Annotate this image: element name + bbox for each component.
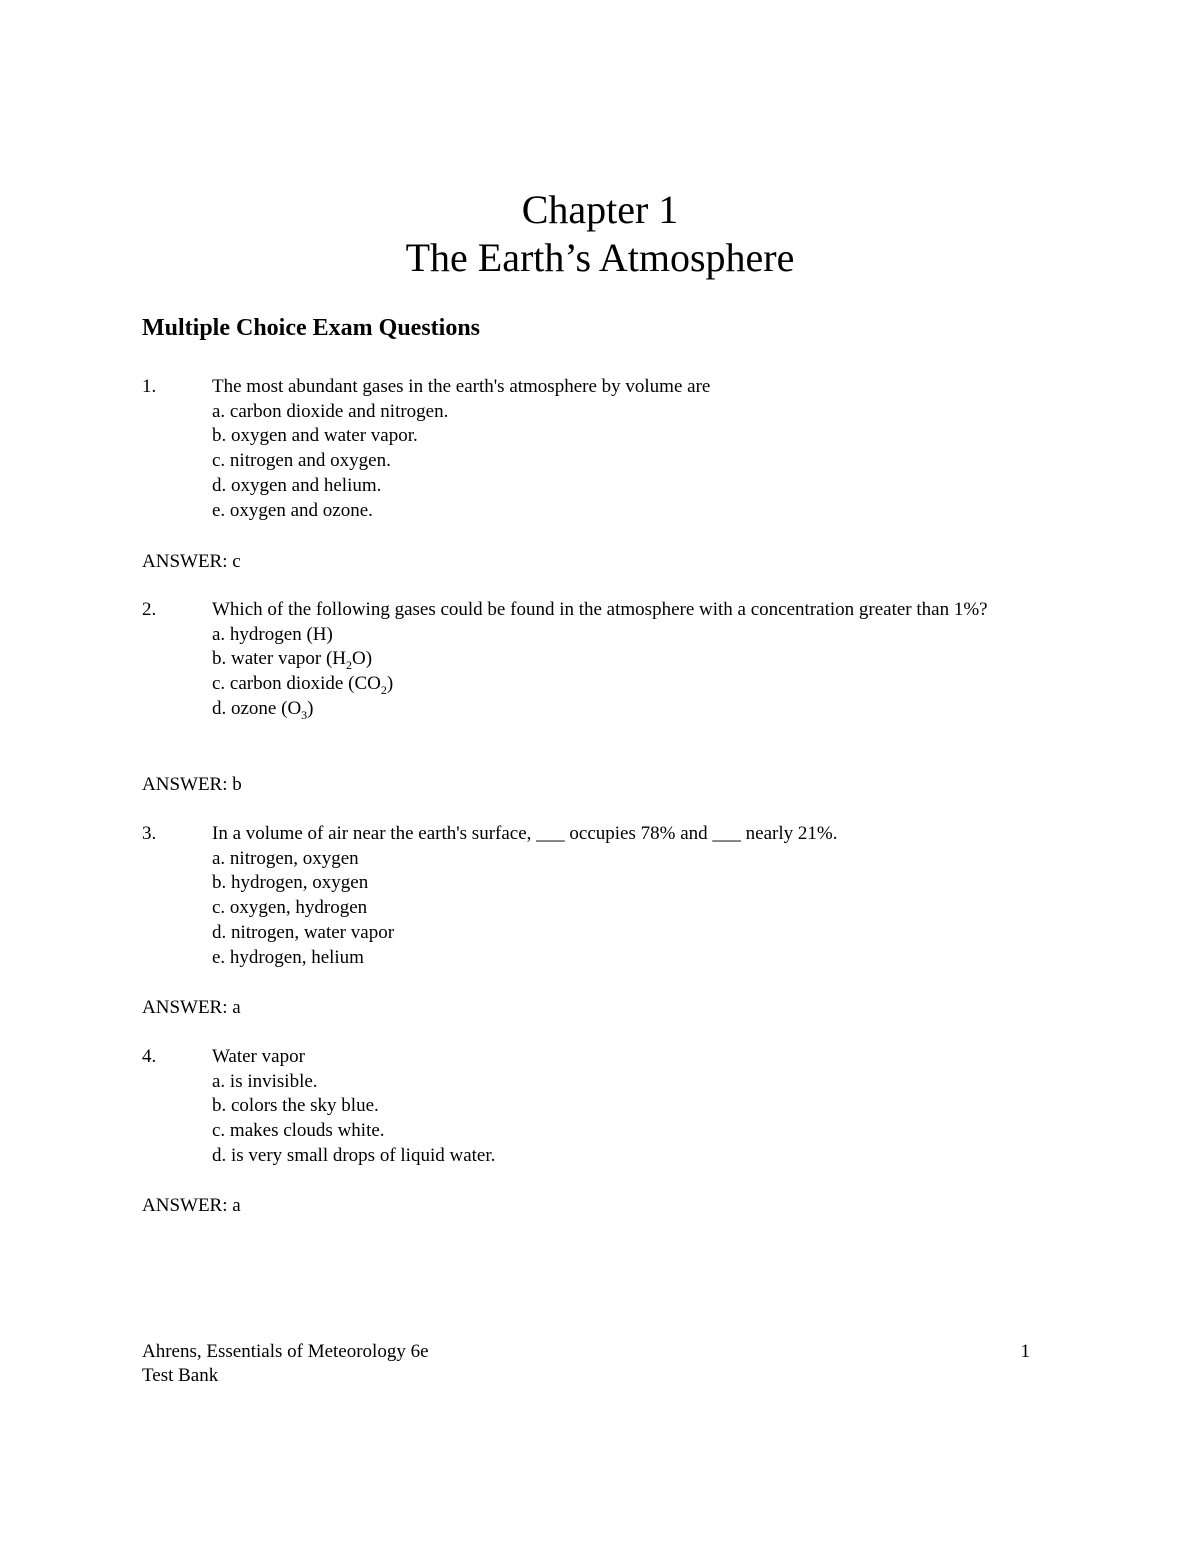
- chapter-title: [0, 186, 1200, 282]
- option-e: e. oxygen and ozone.: [212, 499, 373, 521]
- question-number: 4.: [142, 1046, 157, 1067]
- question-text: Which of the following gases could be found in the atmosphere with a concentration greater than 1%?: [212, 599, 988, 620]
- question-text: In a volume of air near the earth's surface, ___ occupies 78% and ___ nearly 21%.: [212, 823, 838, 844]
- footer-book-title: Ahrens, Essentials of Meteorology 6e: [142, 1341, 429, 1362]
- option-d: [212, 697, 1062, 722]
- question-number: 1.: [142, 376, 157, 397]
- option-a: a. hydrogen (H): [212, 623, 333, 645]
- page-number: 1: [1020, 1341, 1030, 1362]
- option-c: c. makes clouds white.: [212, 1120, 385, 1142]
- subscript: 2: [380, 682, 387, 697]
- option-c: c. oxygen, hydrogen: [212, 897, 368, 919]
- option-c: [212, 672, 1062, 697]
- answer-3: ANSWER: a: [142, 997, 241, 1018]
- option-d-tail: ): [307, 697, 314, 719]
- answer-2: ANSWER: b: [142, 774, 242, 795]
- option-b-text: b. water vapor (H: [212, 648, 347, 670]
- option-d: d. oxygen and helium.: [212, 474, 382, 496]
- option-b: b. oxygen and water vapor.: [212, 425, 418, 447]
- option-c: c. nitrogen and oxygen.: [212, 450, 391, 472]
- chapter-number: Chapter 1: [521, 187, 679, 232]
- option-d: d. is very small drops of liquid water.: [212, 1144, 496, 1166]
- option-a: a. carbon dioxide and nitrogen.: [212, 400, 449, 422]
- answer-4: ANSWER: a: [142, 1195, 241, 1216]
- subscript: 3: [301, 707, 308, 722]
- option-b: b. colors the sky blue.: [212, 1095, 379, 1117]
- option-c-text: c. carbon dioxide (CO: [212, 673, 381, 695]
- question-3: [142, 822, 1062, 970]
- question-text: Water vapor: [212, 1046, 305, 1067]
- section-heading: Multiple Choice Exam Questions: [142, 315, 481, 341]
- option-a: a. nitrogen, oxygen: [212, 847, 359, 869]
- question-text: The most abundant gases in the earth's atmosphere by volume are: [212, 376, 711, 397]
- option-b: b. hydrogen, oxygen: [212, 872, 369, 894]
- option-e: e. hydrogen, helium: [212, 946, 364, 968]
- question-number: 3.: [142, 823, 157, 844]
- option-b: [212, 647, 1062, 672]
- option-d-text: d. ozone (O: [212, 697, 302, 719]
- chapter-name: The Earth’s Atmosphere: [405, 235, 795, 280]
- answer-1: ANSWER: c: [142, 551, 241, 572]
- option-c-tail: ): [386, 673, 394, 695]
- option-d: d. nitrogen, water vapor: [212, 921, 395, 943]
- question-number: 2.: [142, 599, 157, 620]
- question-2: [142, 598, 1062, 722]
- question-1: [142, 375, 1062, 523]
- question-4: [142, 1045, 1062, 1169]
- option-a: a. is invisible.: [212, 1070, 318, 1092]
- option-b-tail: O): [352, 648, 373, 670]
- page-footer: [142, 1340, 1030, 1388]
- subscript: 2: [346, 658, 353, 673]
- footer-subtitle: Test Bank: [142, 1365, 219, 1386]
